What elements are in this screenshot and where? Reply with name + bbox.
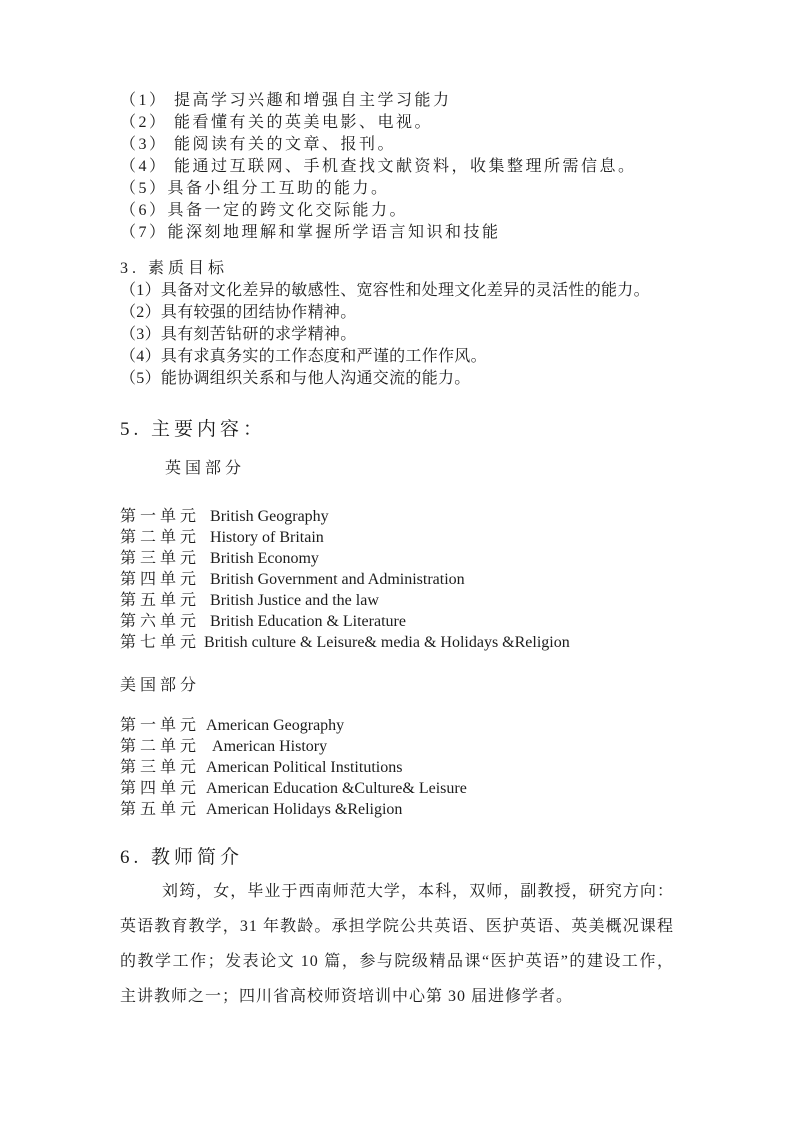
unit-item: [120, 590, 674, 611]
unit-title: American History: [212, 738, 328, 755]
ability-goal-item: （7）能深刻地理解和掌握所学语言知识和技能: [120, 224, 501, 241]
quality-goal-item: （1）具备对文化差异的敏感性、宽容性和处理文化差异的灵活性的能力。: [120, 282, 650, 299]
unit-number: 第六单元: [120, 613, 201, 630]
quality-goal-item: （3）具有刻苦钻研的求学精神。: [120, 326, 357, 343]
unit-number: 第五单元: [120, 592, 201, 609]
unit-number: 第五单元: [120, 801, 201, 818]
unit-title: British Government and Administration: [210, 571, 465, 588]
unit-number: 第一单元: [120, 508, 201, 525]
ability-goal-item: （5）具备小组分工互助的能力。: [120, 180, 390, 197]
unit-title: British culture & Leisure& media & Holidays &Religion: [204, 634, 570, 651]
ability-goal-item: （4） 能通过互联网、手机查找文献资料，收集整理所需信息。: [120, 158, 637, 175]
ability-goals-list: [120, 90, 674, 244]
unit-title: American Political Institutions: [206, 759, 403, 776]
quality-goal-item: （2）具有较强的团结协作精神。: [120, 304, 357, 321]
us-units-list: [120, 715, 674, 820]
quality-goals-heading: 3. 素质目标: [120, 260, 229, 277]
unit-number: 第二单元: [120, 738, 201, 755]
unit-item: [120, 632, 674, 653]
quality-goals-list: [120, 280, 674, 390]
unit-item: [120, 506, 674, 527]
quality-goal-item: （5）能协调组织关系和与他人沟通交流的能力。: [120, 370, 471, 387]
unit-title: American Education &Culture& Leisure: [206, 780, 467, 797]
unit-item: [120, 611, 674, 632]
unit-title: American Holidays &Religion: [206, 801, 403, 818]
unit-item: [120, 799, 674, 820]
unit-number: 第七单元: [120, 634, 201, 651]
uk-section-label: 英国部分: [165, 460, 246, 477]
unit-item: [120, 527, 674, 548]
unit-number: 第三单元: [120, 550, 201, 567]
ability-goal-item: （6）具备一定的跨文化交际能力。: [120, 202, 409, 219]
page-content: [120, 90, 674, 1014]
us-section-label: 美国部分: [120, 677, 201, 694]
unit-number: 第四单元: [120, 571, 201, 588]
unit-item: [120, 715, 674, 736]
unit-title: British Economy: [210, 550, 319, 567]
unit-title: History of Britain: [210, 529, 324, 546]
unit-title: British Justice and the law: [210, 592, 379, 609]
unit-number: 第一单元: [120, 717, 201, 734]
teacher-intro-heading: 6. 教师简介: [120, 847, 244, 868]
unit-item: [120, 569, 674, 590]
unit-number: 第二单元: [120, 529, 201, 546]
teacher-intro-paragraph: 刘筠，女，毕业于西南师范大学，本科，双师，副教授，研究方向：英语教育教学，31 年教龄。承担学院公共英语、医护英语、英美概况课程的教学工作；发表论文 10 篇，参与院级精品课“医护英语”的建设工作，主讲教师之一；四川省高校师资培训中心第 30 届进修学者。: [120, 883, 674, 1005]
unit-number: 第四单元: [120, 780, 201, 797]
main-content-heading: 5. 主要内容：: [120, 419, 267, 440]
unit-item: [120, 548, 674, 569]
unit-title: British Education & Literature: [210, 613, 406, 630]
ability-goal-item: （2） 能看懂有关的英美电影、电视。: [120, 114, 434, 131]
uk-units-list: [120, 506, 674, 653]
unit-item: [120, 778, 674, 799]
unit-title: British Geography: [210, 508, 329, 525]
ability-goal-item: （3） 能阅读有关的文章、报刊。: [120, 136, 397, 153]
unit-title: American Geography: [206, 717, 345, 734]
unit-number: 第三单元: [120, 759, 201, 776]
unit-item: [120, 757, 674, 778]
quality-goal-item: （4）具有求真务实的工作态度和严谨的工作作风。: [120, 348, 487, 365]
ability-goal-item: （1） 提高学习兴趣和增强自主学习能力: [120, 92, 452, 109]
unit-item: [120, 736, 674, 757]
